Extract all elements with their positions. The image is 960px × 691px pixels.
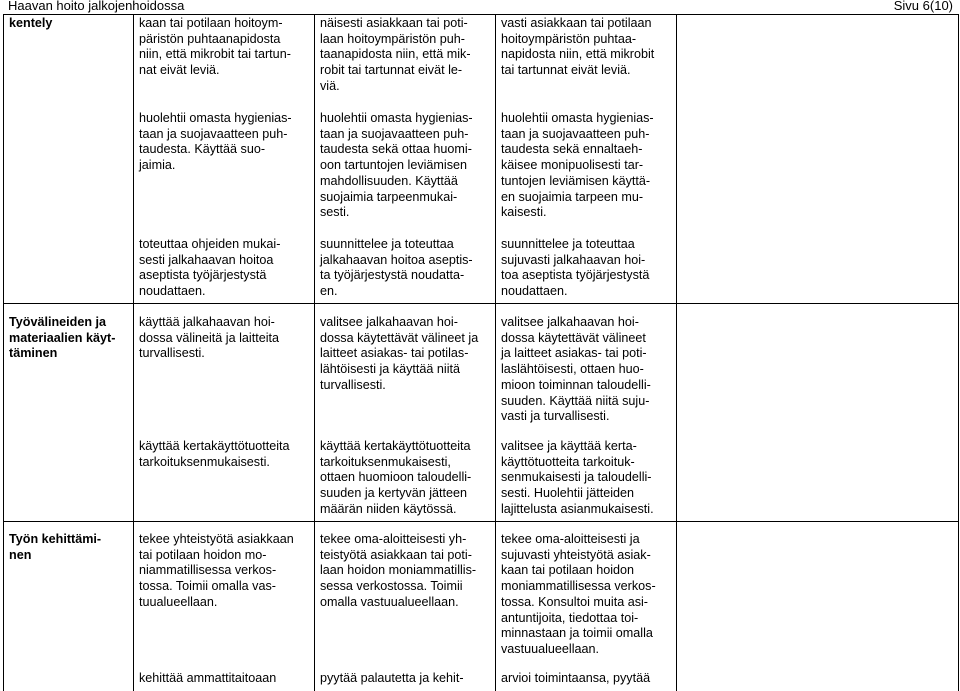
document-title: Haavan hoito jalkojenhoidossa	[8, 0, 185, 13]
page-number: Sivu 6(10)	[893, 0, 953, 13]
level-1-cell: huolehtii omasta hygienias- taan ja suojavaatteen puh- taudesta. Käyttää suo- jaimia.	[139, 111, 292, 173]
level-3-cell: vasti asiakkaan tai potilaan hoitoympäristön puhtaa- napidosta niin, että mikrobit tai tartunnat eivät leviä.	[501, 16, 655, 78]
column-divider	[314, 15, 315, 691]
level-2-cell: käyttää kertakäyttötuotteita tarkoituksenmukaisesti, ottaen huomioon taloudelli- suuden ja kertyvän jätteen määrän niiden käytössä.	[320, 439, 472, 516]
criterion-label: Työn kehittämi- nen	[9, 532, 102, 562]
column-divider	[133, 15, 134, 691]
level-1-cell: toteuttaa ohjeiden mukai- sesti jalkahaavan hoitoa aseptista työjärjestystä noudattaen.	[139, 237, 281, 299]
level-3-cell: huolehtii omasta hygienias- taan ja suojavaatteen puh- taudesta sekä ennaltaeh- käisee monipuolisesti tar- tuntojen leviämisen käyttä- en suojaimia tarpeen mu- kaisesti.	[501, 111, 654, 220]
row-divider	[4, 521, 958, 522]
criterion-label: Työvälineiden ja materiaalien käyt- täminen	[9, 315, 116, 361]
level-2-cell: huolehtii omasta hygienias- taan ja suojavaatteen puh- taudesta sekä ottaa huomi- oon tartuntojen leviämisen mahdollisuuden. Käyttää suojaimia tarpeenmukai- sesti.	[320, 111, 473, 220]
row-divider	[4, 303, 958, 304]
assessment-criteria-table	[3, 14, 959, 691]
level-2-cell: pyytää palautetta ja kehit-	[320, 671, 464, 685]
level-2-cell: tekee oma-aloitteisesti yh- teistyötä asiakkaan tai poti- laan hoidon moniammatillis- sessa verkostossa. Toimii omalla vastuualueellaan.	[320, 532, 477, 609]
criterion-label: kentely	[9, 16, 53, 30]
level-2-cell: valitsee jalkahaavan hoi- dossa käytettävät välineet ja laitteet asiakas- tai potilas- lähtöisesti ja käyttää niitä turvallisesti.	[320, 315, 479, 392]
level-3-cell: suunnittelee ja toteuttaa sujuvasti jalkahaavan hoi- toa aseptista työjärjestystä noudattaen.	[501, 237, 650, 299]
column-divider	[495, 15, 496, 691]
level-3-cell: tekee oma-aloitteisesti ja sujuvasti yhteistyötä asiak- kaan tai potilaan hoidon moniammatillisessa verkos- tossa. Konsultoi muita asi- antuntijoita, tiedottaa toi- minnastaan ja toimii omalla vastuualueellaan.	[501, 532, 656, 656]
level-1-cell: tekee yhteistyötä asiakkaan tai potilaan hoidon mo- niammatillisessa verkos- tossa. Toimii omalla vas- tuualueellaan.	[139, 532, 294, 609]
level-2-cell: suunnittelee ja toteuttaa jalkahaavan hoitoa aseptis- ta työjärjestystä noudatta- en.	[320, 237, 473, 299]
level-1-cell: kehittää ammattitaitoaan	[139, 671, 277, 685]
level-1-cell: kaan tai potilaan hoitoym- päristön puhtaanapidosta niin, että mikrobit tai tartun- nat eivät leviä.	[139, 16, 291, 78]
page-header	[5, 0, 955, 14]
level-3-cell: valitsee ja käyttää kerta- käyttötuotteita tarkoituk- senmukaisesti ja taloudelli- sesti. Huolehtii jätteiden lajittelusta asianmukaisesti.	[501, 439, 654, 516]
level-1-cell: käyttää jalkahaavan hoi- dossa välineitä ja laitteita turvallisesti.	[139, 315, 280, 361]
level-3-cell: valitsee jalkahaavan hoi- dossa käytettävät välineet ja laitteet asiakas- tai poti- laslähtöisesti, ottaen huo- mioon toiminnan taloudelli- suuden. Käyttää niitä suju- vasti ja turvallisesti.	[501, 315, 651, 424]
level-2-cell: näisesti asiakkaan tai poti- laan hoitoympäristön puh- taanapidosta niin, että mik- robit tai tartunnat eivät le- viä.	[320, 16, 471, 93]
level-3-cell: arvioi toimintaansa, pyytää	[501, 671, 651, 685]
level-1-cell: käyttää kertakäyttötuotteita tarkoituksenmukaisesti.	[139, 439, 290, 469]
